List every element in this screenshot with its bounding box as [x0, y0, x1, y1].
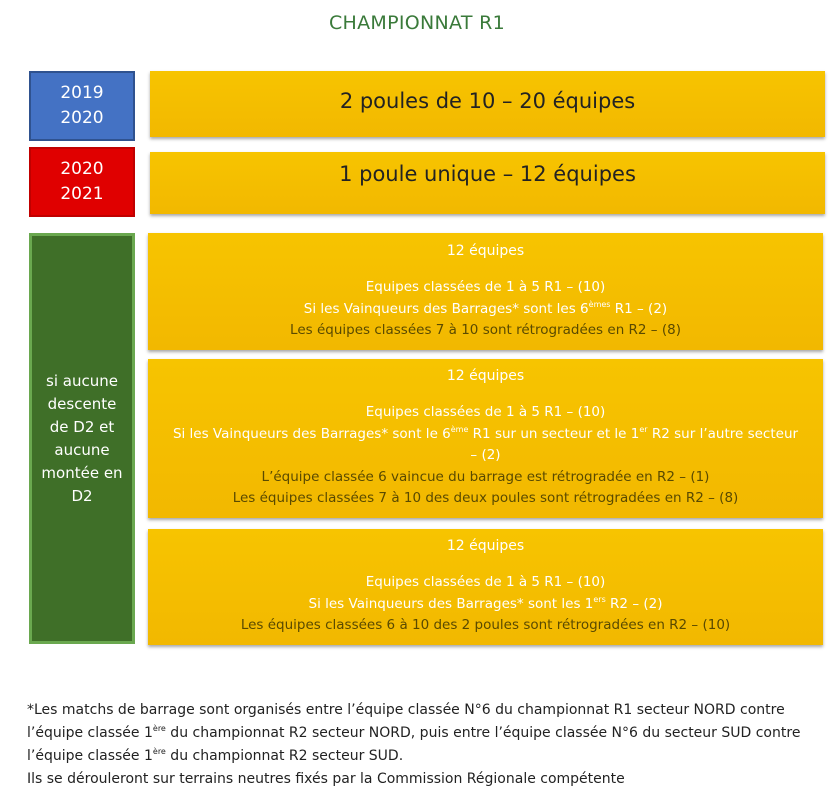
scenario-line: Equipes classées de 1 à 5 R1 – (10) [365, 279, 606, 295]
condition-line: montée en [41, 463, 123, 482]
scenario-header: 12 équipes [446, 243, 525, 259]
condition-line: aucune [54, 440, 110, 459]
scenario-line: Si les Vainqueurs des Barrages* sont le 6ème R1 sur un secteur et le 1er R2 sur l’autre secteur [172, 424, 799, 442]
footnote-line: l’équipe classée 1ère du championnat R2 secteur SUD. [27, 747, 404, 764]
condition-line: D2 [71, 486, 93, 505]
footnote-line: Ils se dérouleront sur terrains neutres fixés par la Commission Régionale compétente [27, 771, 625, 787]
season-line: 2020 [60, 108, 104, 128]
footnote-line: *Les matchs de barrage sont organisés entre l’équipe classée N°6 du championnat R1 secteur NORD contre [27, 702, 785, 718]
season-line: 2020 [60, 159, 104, 179]
scenario-line: Les équipes classées 6 à 10 des 2 poules sont rétrogradées en R2 – (10) [240, 617, 731, 633]
footnote [27, 699, 827, 791]
scenario-box-3 [148, 529, 823, 645]
season-line: 2021 [60, 184, 104, 204]
scenario-line: L’équipe classée 6 vaincue du barrage est rétrogradée en R2 – (1) [261, 468, 710, 485]
scenario-line: Si les Vainqueurs des Barrages* sont les 1ers R2 – (2) [308, 594, 663, 612]
condition-line: descente [47, 394, 117, 413]
format-2019-box: 2 poules de 10 – 20 équipes [150, 71, 825, 137]
scenario-line: Les équipes classées 7 à 10 des deux poules sont rétrogradées en R2 – (8) [232, 490, 739, 506]
scenario-line: – (2) [470, 447, 501, 463]
scenario-line: Les équipes classées 7 à 10 sont rétrogradées en R2 – (8) [290, 322, 681, 338]
scenario-header: 12 équipes [446, 538, 525, 554]
scenario-box-1 [148, 233, 823, 350]
footnote-line: l’équipe classée 1ère du championnat R2 secteur NORD, puis entre l’équipe classée N°6 du secteur SUD contre [27, 724, 801, 741]
scenario-line: Si les Vainqueurs des Barrages* sont les 6èmes R1 – (2) [303, 299, 668, 317]
season-line: 2019 [60, 83, 104, 103]
condition-box [29, 233, 135, 644]
scenario-line: Equipes classées de 1 à 5 R1 – (10) [365, 404, 606, 420]
scenario-header: 12 équipes [446, 368, 525, 384]
season-2019-2020 [29, 71, 135, 141]
page-title: CHAMPIONNAT R1 [328, 12, 506, 34]
format-2020-box: 1 poule unique – 12 équipes [150, 152, 825, 214]
scenario-line: Equipes classées de 1 à 5 R1 – (10) [365, 574, 606, 590]
condition-line: si aucune [46, 371, 118, 390]
season-2020-2021 [29, 147, 135, 217]
condition-line: de D2 et [49, 417, 115, 436]
scenario-box-2 [148, 359, 823, 518]
